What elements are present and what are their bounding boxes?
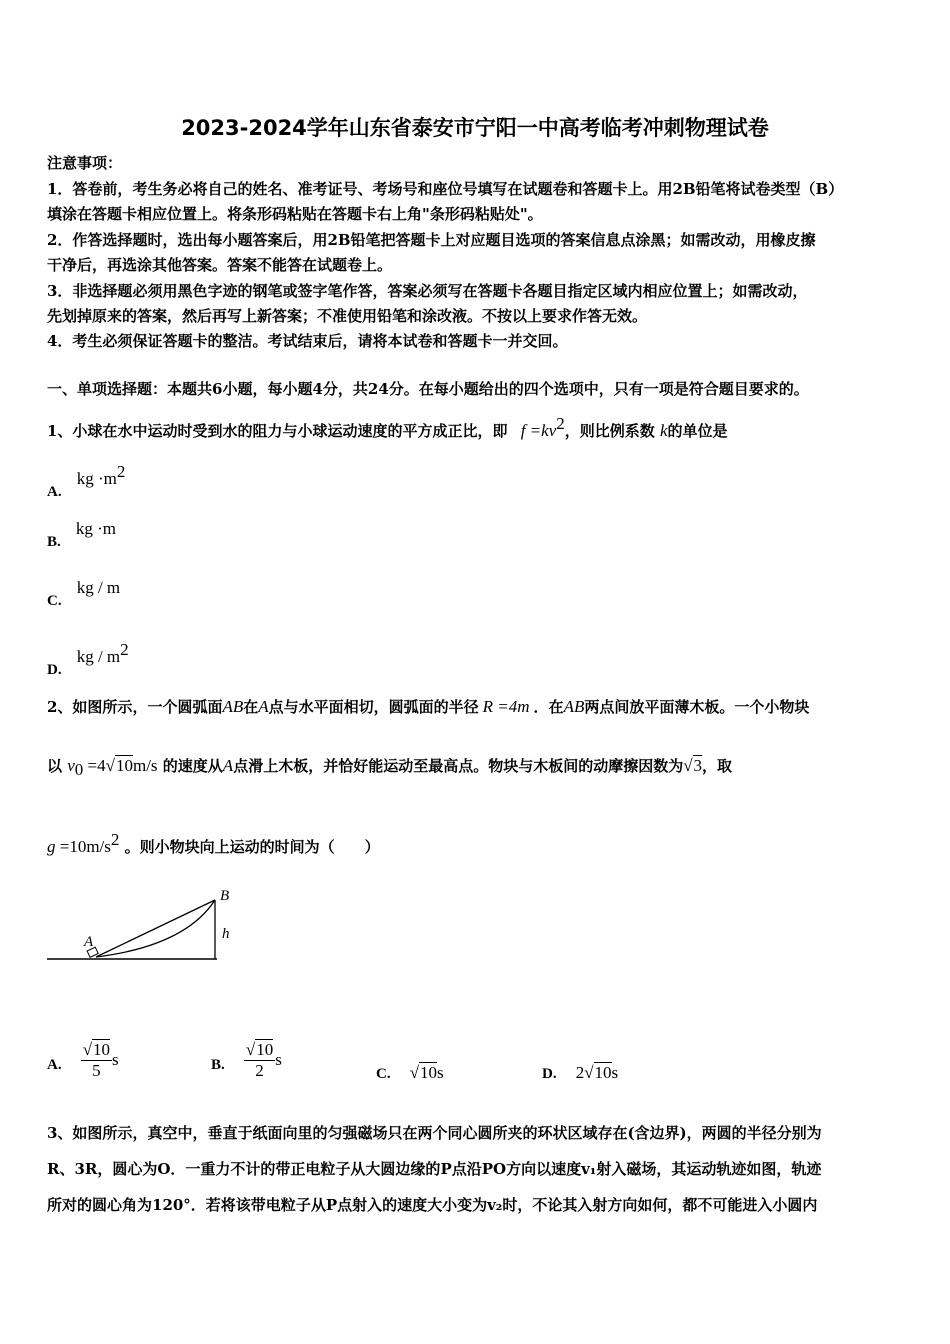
notice-line: 3．非选择题必须用黑色字迹的钢笔或签字笔作答，答案必须写在答题卡各题目指定区域内相应位置上；如需改动， xyxy=(47,282,808,300)
notice-line: 1．答卷前，考生务必将自己的姓名、准考证号、考场号和座位号填写在试题卷和答题卡上。用2B铅笔将试卷类型（B） xyxy=(47,180,844,198)
notice-line: 干净后，再选涂其他答案。答案不能答在试题卷上。 xyxy=(47,256,393,274)
board-line xyxy=(96,900,215,957)
label-b: B xyxy=(220,888,230,904)
q2-option-a[interactable]: A. $\frac{√10}{5}$ s xyxy=(47,1040,119,1080)
notice-line: 2．作答选择题时，选出每小题答案后，用2B铅笔把答题卡上对应题目选项的答案信息点涂黑；如需改动，用橡皮擦 xyxy=(47,231,816,249)
section-heading: 一、单项选择题：本题共6小题，每小题4分，共24分。在每小题给出的四个选项中，只有一项是符合题目要求的。 xyxy=(47,380,809,398)
question-2-line-1: 2、如图所示，一个圆弧面AB在A点与水平面相切，圆弧面的半径 R =4m ．在AB两点间放平面薄木板。一个小物块 xyxy=(47,697,810,716)
notice-line: 填涂在答题卡相应位置上。将条形码粘贴在答题卡右上角"条形码粘贴处"。 xyxy=(47,205,543,223)
q1-option-a[interactable]: A. kg $\cdot m^2$ xyxy=(47,462,126,500)
question-2-line-2: 以 $v_0 =4√10m/s$ 的速度从A点滑上木板，并恰好能运动至最高点。物块与木板间的动摩擦因数为√3，取 xyxy=(47,756,733,779)
question-3-line: 所对的圆心角为120°．若将该带电粒子从P点射入的速度大小变为v₂时，不论其入射方向如何，都不可能进入小圆内 xyxy=(47,1196,818,1214)
question-3-line: 3、如图所示，真空中，垂直于纸面向里的匀强磁场只在两个同心圆所夹的环状区域存在(含边界)，两圆的半径分别为 xyxy=(47,1124,822,1142)
question-1-stem: 1、小球在水中运动时受到水的阻力与小球运动速度的平方成正比，即 $f =kv^2$，则比例系数 k的单位是 xyxy=(47,414,728,440)
notice-heading: 注意事项： xyxy=(47,154,123,172)
q2-option-c[interactable]: C. √10s xyxy=(376,1063,444,1082)
q2-option-d[interactable]: D. 2√10s xyxy=(542,1063,619,1082)
arc-incline-figure xyxy=(40,880,250,970)
question-2-line-3: $g =10m/s^2$ 。则小物块向上运动的时间为（ ） xyxy=(47,830,380,856)
page-title: 2023-2024学年山东省泰安市宁阳一中高考临考冲刺物理试卷 xyxy=(181,116,769,140)
label-a: A xyxy=(84,934,94,950)
symbol-k: k xyxy=(659,421,668,440)
q1-option-c[interactable]: C. kg / m xyxy=(47,578,121,609)
label-h: h xyxy=(222,926,230,942)
q1-option-d[interactable]: D. kg / $m^2$ xyxy=(47,640,129,678)
formula-f: f xyxy=(520,421,526,440)
notice-line: 4．考生必须保证答题卡的整洁。考试结束后，请将本试卷和答题卡一并交回。 xyxy=(47,332,568,350)
q1-option-b[interactable]: B. kg ·m xyxy=(47,519,116,550)
question-3-line: R、3R，圆心为O．一重力不计的带正电粒子从大圆边缘的P点沿PO方向以速度v₁射入磁场，其运动轨迹如图，轨迹 xyxy=(47,1160,822,1178)
q2-option-b[interactable]: B. $\frac{√10}{2}$ s xyxy=(211,1040,282,1080)
notice-line: 先划掉原来的答案，然后再写上新答案；不准使用铅笔和涂改液。不按以上要求作答无效。 xyxy=(47,307,648,325)
